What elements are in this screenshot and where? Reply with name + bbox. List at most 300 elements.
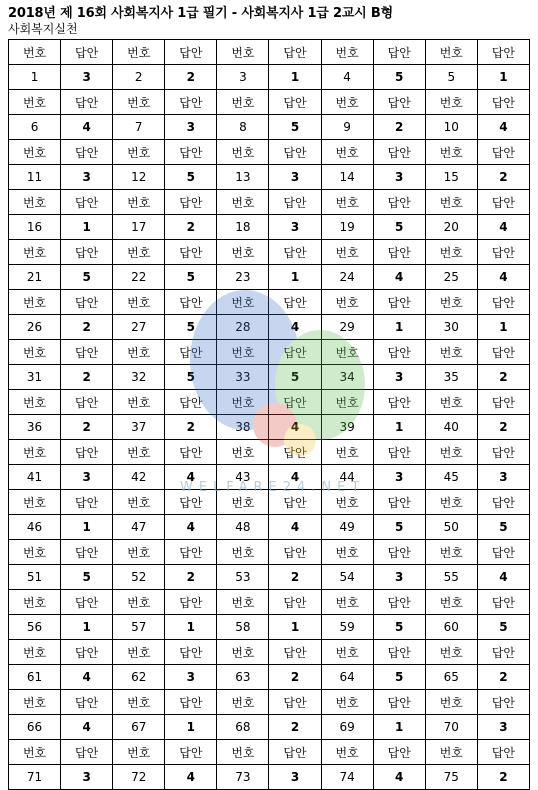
- number-header-cell: 번호: [425, 690, 477, 715]
- number-header-cell: 번호: [321, 590, 373, 615]
- header-row: [9, 40, 530, 65]
- answer-header-cell: 답안: [61, 40, 113, 65]
- number-header-cell: 번호: [9, 690, 61, 715]
- answer-header-cell: 답안: [165, 690, 217, 715]
- answer-header-cell: 답안: [269, 690, 321, 715]
- header-row: [9, 390, 530, 415]
- answer-header-cell: 답안: [373, 590, 425, 615]
- header-row: [9, 690, 530, 715]
- header-row: [9, 590, 530, 615]
- answer-value-cell: 2: [61, 365, 113, 390]
- number-header-cell: 번호: [217, 740, 269, 765]
- answer-header-cell: 답안: [373, 190, 425, 215]
- number-header-cell: 번호: [425, 290, 477, 315]
- question-number-cell: 43: [217, 465, 269, 490]
- answer-value-cell: 5: [61, 565, 113, 590]
- question-number-cell: 25: [425, 265, 477, 290]
- number-header-cell: 번호: [425, 40, 477, 65]
- answer-header-cell: 답안: [269, 90, 321, 115]
- number-header-cell: 번호: [9, 590, 61, 615]
- answer-header-cell: 답안: [61, 490, 113, 515]
- answer-header-cell: 답안: [165, 190, 217, 215]
- answer-value-cell: 1: [61, 215, 113, 240]
- number-header-cell: 번호: [425, 90, 477, 115]
- answer-row: [9, 515, 530, 540]
- question-number-cell: 29: [321, 315, 373, 340]
- answer-header-cell: 답안: [477, 740, 529, 765]
- answer-row: [9, 665, 530, 690]
- number-header-cell: 번호: [425, 190, 477, 215]
- answer-value-cell: 1: [61, 615, 113, 640]
- question-number-cell: 22: [113, 265, 165, 290]
- number-header-cell: 번호: [321, 740, 373, 765]
- answer-value-cell: 4: [269, 315, 321, 340]
- question-number-cell: 11: [9, 165, 61, 190]
- answer-header-cell: 답안: [165, 390, 217, 415]
- header-row: [9, 90, 530, 115]
- answer-value-cell: 5: [373, 65, 425, 90]
- answer-value-cell: 3: [477, 715, 529, 740]
- page-title: 2018년 제 16회 사회복지사 1급 필기 - 사회복지사 1급 2교시 B형: [8, 6, 393, 21]
- answer-header-cell: 답안: [477, 290, 529, 315]
- number-header-cell: 번호: [113, 90, 165, 115]
- number-header-cell: 번호: [9, 440, 61, 465]
- answer-value-cell: 1: [269, 265, 321, 290]
- question-number-cell: 67: [113, 715, 165, 740]
- answer-row: [9, 115, 530, 140]
- answer-value-cell: 4: [373, 265, 425, 290]
- question-number-cell: 24: [321, 265, 373, 290]
- answer-value-cell: 2: [477, 415, 529, 440]
- answer-row: [9, 365, 530, 390]
- answer-header-cell: 답안: [269, 590, 321, 615]
- answer-table: [8, 39, 530, 790]
- number-header-cell: 번호: [321, 440, 373, 465]
- number-header-cell: 번호: [321, 290, 373, 315]
- answer-header-cell: 답안: [61, 590, 113, 615]
- answer-header-cell: 답안: [477, 640, 529, 665]
- question-number-cell: 30: [425, 315, 477, 340]
- question-number-cell: 23: [217, 265, 269, 290]
- answer-value-cell: 4: [373, 765, 425, 790]
- answer-header-cell: 답안: [165, 490, 217, 515]
- answer-value-cell: 3: [61, 65, 113, 90]
- answer-value-cell: 1: [373, 315, 425, 340]
- answer-value-cell: 5: [269, 365, 321, 390]
- answer-header-cell: 답안: [165, 440, 217, 465]
- answer-row: [9, 715, 530, 740]
- answer-value-cell: 2: [165, 65, 217, 90]
- number-header-cell: 번호: [113, 240, 165, 265]
- answer-header-cell: 답안: [61, 340, 113, 365]
- number-header-cell: 번호: [321, 390, 373, 415]
- answer-value-cell: 1: [165, 715, 217, 740]
- question-number-cell: 41: [9, 465, 61, 490]
- number-header-cell: 번호: [9, 740, 61, 765]
- question-number-cell: 14: [321, 165, 373, 190]
- question-number-cell: 73: [217, 765, 269, 790]
- question-number-cell: 36: [9, 415, 61, 440]
- question-number-cell: 61: [9, 665, 61, 690]
- answer-header-cell: 답안: [165, 740, 217, 765]
- answer-value-cell: 2: [61, 415, 113, 440]
- question-number-cell: 8: [217, 115, 269, 140]
- answer-value-cell: 3: [61, 165, 113, 190]
- question-number-cell: 70: [425, 715, 477, 740]
- answer-header-cell: 답안: [165, 90, 217, 115]
- question-number-cell: 65: [425, 665, 477, 690]
- answer-header-cell: 답안: [373, 540, 425, 565]
- answer-header-cell: 답안: [165, 640, 217, 665]
- answer-header-cell: 답안: [165, 240, 217, 265]
- answer-value-cell: 1: [477, 65, 529, 90]
- watermark-text: WELFARE24.NET: [180, 480, 366, 495]
- question-number-cell: 16: [9, 215, 61, 240]
- answer-value-cell: 3: [477, 465, 529, 490]
- question-number-cell: 13: [217, 165, 269, 190]
- number-header-cell: 번호: [113, 740, 165, 765]
- answer-header-cell: 답안: [269, 740, 321, 765]
- number-header-cell: 번호: [113, 440, 165, 465]
- question-number-cell: 51: [9, 565, 61, 590]
- answer-header-cell: 답안: [165, 590, 217, 615]
- answer-header-cell: 답안: [477, 190, 529, 215]
- question-number-cell: 31: [9, 365, 61, 390]
- header-row: [9, 740, 530, 765]
- answer-header-cell: 답안: [165, 540, 217, 565]
- number-header-cell: 번호: [217, 40, 269, 65]
- number-header-cell: 번호: [217, 190, 269, 215]
- answer-value-cell: 5: [477, 515, 529, 540]
- answer-header-cell: 답안: [269, 490, 321, 515]
- answer-value-cell: 2: [269, 565, 321, 590]
- question-number-cell: 54: [321, 565, 373, 590]
- answer-header-cell: 답안: [269, 340, 321, 365]
- question-number-cell: 26: [9, 315, 61, 340]
- question-number-cell: 64: [321, 665, 373, 690]
- answer-header-cell: 답안: [477, 690, 529, 715]
- question-number-cell: 42: [113, 465, 165, 490]
- number-header-cell: 번호: [425, 740, 477, 765]
- number-header-cell: 번호: [425, 640, 477, 665]
- answer-row: [9, 265, 530, 290]
- answer-value-cell: 1: [477, 315, 529, 340]
- question-number-cell: 66: [9, 715, 61, 740]
- number-header-cell: 번호: [113, 690, 165, 715]
- answer-value-cell: 3: [61, 765, 113, 790]
- question-number-cell: 35: [425, 365, 477, 390]
- question-number-cell: 71: [9, 765, 61, 790]
- number-header-cell: 번호: [9, 90, 61, 115]
- answer-header-cell: 답안: [373, 40, 425, 65]
- question-number-cell: 74: [321, 765, 373, 790]
- answer-header-cell: 답안: [269, 540, 321, 565]
- question-number-cell: 1: [9, 65, 61, 90]
- question-number-cell: 53: [217, 565, 269, 590]
- answer-value-cell: 1: [373, 715, 425, 740]
- answer-table-body: [9, 40, 530, 790]
- answer-value-cell: 2: [477, 365, 529, 390]
- answer-value-cell: 4: [165, 465, 217, 490]
- answer-value-cell: 1: [61, 515, 113, 540]
- answer-value-cell: 4: [61, 115, 113, 140]
- number-header-cell: 번호: [9, 540, 61, 565]
- answer-header-cell: 답안: [373, 340, 425, 365]
- answer-header-cell: 답안: [269, 40, 321, 65]
- answer-row: [9, 65, 530, 90]
- number-header-cell: 번호: [9, 390, 61, 415]
- number-header-cell: 번호: [113, 140, 165, 165]
- question-number-cell: 44: [321, 465, 373, 490]
- answer-header-cell: 답안: [373, 140, 425, 165]
- answer-value-cell: 1: [269, 615, 321, 640]
- answer-header-cell: 답안: [269, 190, 321, 215]
- question-number-cell: 62: [113, 665, 165, 690]
- number-header-cell: 번호: [9, 490, 61, 515]
- answer-value-cell: 1: [373, 415, 425, 440]
- number-header-cell: 번호: [113, 590, 165, 615]
- answer-value-cell: 4: [477, 115, 529, 140]
- answer-header-cell: 답안: [61, 90, 113, 115]
- answer-value-cell: 3: [373, 365, 425, 390]
- question-number-cell: 21: [9, 265, 61, 290]
- answer-value-cell: 3: [373, 165, 425, 190]
- question-number-cell: 2: [113, 65, 165, 90]
- question-number-cell: 50: [425, 515, 477, 540]
- question-number-cell: 17: [113, 215, 165, 240]
- number-header-cell: 번호: [425, 590, 477, 615]
- answer-value-cell: 5: [165, 265, 217, 290]
- question-number-cell: 69: [321, 715, 373, 740]
- number-header-cell: 번호: [113, 40, 165, 65]
- question-number-cell: 9: [321, 115, 373, 140]
- question-number-cell: 10: [425, 115, 477, 140]
- question-number-cell: 68: [217, 715, 269, 740]
- number-header-cell: 번호: [9, 340, 61, 365]
- question-number-cell: 56: [9, 615, 61, 640]
- question-number-cell: 34: [321, 365, 373, 390]
- question-number-cell: 59: [321, 615, 373, 640]
- question-number-cell: 45: [425, 465, 477, 490]
- header-row: [9, 540, 530, 565]
- answer-header-cell: 답안: [61, 640, 113, 665]
- question-number-cell: 15: [425, 165, 477, 190]
- answer-value-cell: 2: [165, 415, 217, 440]
- number-header-cell: 번호: [113, 340, 165, 365]
- number-header-cell: 번호: [321, 690, 373, 715]
- number-header-cell: 번호: [425, 340, 477, 365]
- number-header-cell: 번호: [425, 240, 477, 265]
- answer-value-cell: 2: [269, 665, 321, 690]
- answer-row: [9, 415, 530, 440]
- question-number-cell: 19: [321, 215, 373, 240]
- answer-row: [9, 315, 530, 340]
- number-header-cell: 번호: [425, 440, 477, 465]
- header-row: [9, 290, 530, 315]
- answer-value-cell: 4: [269, 465, 321, 490]
- header-row: [9, 140, 530, 165]
- number-header-cell: 번호: [321, 190, 373, 215]
- answer-value-cell: 3: [269, 215, 321, 240]
- number-header-cell: 번호: [113, 640, 165, 665]
- question-number-cell: 3: [217, 65, 269, 90]
- answer-value-cell: 1: [165, 615, 217, 640]
- number-header-cell: 번호: [217, 490, 269, 515]
- answer-header-cell: 답안: [373, 90, 425, 115]
- answer-value-cell: 2: [165, 215, 217, 240]
- question-number-cell: 52: [113, 565, 165, 590]
- number-header-cell: 번호: [217, 340, 269, 365]
- answer-value-cell: 5: [61, 265, 113, 290]
- question-number-cell: 27: [113, 315, 165, 340]
- answer-value-cell: 5: [373, 665, 425, 690]
- answer-header-cell: 답안: [61, 740, 113, 765]
- answer-header-cell: 답안: [477, 390, 529, 415]
- answer-header-cell: 답안: [61, 390, 113, 415]
- question-number-cell: 49: [321, 515, 373, 540]
- answer-value-cell: 2: [477, 765, 529, 790]
- question-number-cell: 12: [113, 165, 165, 190]
- question-number-cell: 5: [425, 65, 477, 90]
- number-header-cell: 번호: [321, 640, 373, 665]
- question-number-cell: 48: [217, 515, 269, 540]
- question-number-cell: 39: [321, 415, 373, 440]
- number-header-cell: 번호: [321, 40, 373, 65]
- question-number-cell: 40: [425, 415, 477, 440]
- number-header-cell: 번호: [425, 140, 477, 165]
- answer-value-cell: 3: [61, 465, 113, 490]
- answer-header-cell: 답안: [373, 640, 425, 665]
- question-number-cell: 63: [217, 665, 269, 690]
- answer-value-cell: 3: [269, 765, 321, 790]
- answer-header-cell: 답안: [373, 490, 425, 515]
- answer-row: [9, 215, 530, 240]
- number-header-cell: 번호: [321, 240, 373, 265]
- answer-value-cell: 5: [269, 115, 321, 140]
- number-header-cell: 번호: [425, 490, 477, 515]
- answer-header-cell: 답안: [269, 440, 321, 465]
- number-header-cell: 번호: [321, 140, 373, 165]
- answer-value-cell: 5: [165, 315, 217, 340]
- answer-value-cell: 4: [477, 265, 529, 290]
- question-number-cell: 58: [217, 615, 269, 640]
- answer-header-cell: 답안: [269, 240, 321, 265]
- answer-header-cell: 답안: [61, 440, 113, 465]
- answer-header-cell: 답안: [477, 440, 529, 465]
- answer-value-cell: 5: [373, 215, 425, 240]
- number-header-cell: 번호: [113, 490, 165, 515]
- answer-value-cell: 2: [165, 565, 217, 590]
- answer-header-cell: 답안: [373, 390, 425, 415]
- number-header-cell: 번호: [217, 640, 269, 665]
- question-number-cell: 18: [217, 215, 269, 240]
- answer-row: [9, 615, 530, 640]
- header-row: [9, 640, 530, 665]
- question-number-cell: 46: [9, 515, 61, 540]
- number-header-cell: 번호: [217, 540, 269, 565]
- number-header-cell: 번호: [9, 190, 61, 215]
- question-number-cell: 72: [113, 765, 165, 790]
- answer-header-cell: 답안: [477, 490, 529, 515]
- answer-header-cell: 답안: [477, 590, 529, 615]
- number-header-cell: 번호: [9, 240, 61, 265]
- answer-row: [9, 765, 530, 790]
- number-header-cell: 번호: [113, 290, 165, 315]
- number-header-cell: 번호: [217, 240, 269, 265]
- number-header-cell: 번호: [113, 390, 165, 415]
- answer-header-cell: 답안: [477, 540, 529, 565]
- answer-header-cell: 답안: [373, 240, 425, 265]
- question-number-cell: 57: [113, 615, 165, 640]
- answer-value-cell: 5: [165, 165, 217, 190]
- answer-value-cell: 2: [477, 165, 529, 190]
- answer-header-cell: 답안: [269, 290, 321, 315]
- answer-value-cell: 5: [373, 515, 425, 540]
- answer-row: [9, 565, 530, 590]
- answer-header-cell: 답안: [477, 240, 529, 265]
- answer-value-cell: 5: [477, 615, 529, 640]
- question-number-cell: 37: [113, 415, 165, 440]
- answer-value-cell: 5: [165, 365, 217, 390]
- number-header-cell: 번호: [9, 40, 61, 65]
- number-header-cell: 번호: [321, 540, 373, 565]
- answer-value-cell: 5: [373, 615, 425, 640]
- question-number-cell: 75: [425, 765, 477, 790]
- question-number-cell: 32: [113, 365, 165, 390]
- number-header-cell: 번호: [113, 190, 165, 215]
- number-header-cell: 번호: [217, 390, 269, 415]
- answer-header-cell: 답안: [61, 140, 113, 165]
- question-number-cell: 28: [217, 315, 269, 340]
- number-header-cell: 번호: [217, 690, 269, 715]
- number-header-cell: 번호: [9, 640, 61, 665]
- answer-value-cell: 4: [165, 765, 217, 790]
- answer-value-cell: 1: [269, 65, 321, 90]
- answer-value-cell: 4: [269, 415, 321, 440]
- answer-header-cell: 답안: [477, 90, 529, 115]
- answer-header-cell: 답안: [165, 290, 217, 315]
- answer-value-cell: 4: [61, 715, 113, 740]
- answer-value-cell: 2: [373, 115, 425, 140]
- answer-header-cell: 답안: [165, 340, 217, 365]
- answer-header-cell: 답안: [477, 140, 529, 165]
- number-header-cell: 번호: [321, 490, 373, 515]
- answer-header-cell: 답안: [269, 140, 321, 165]
- answer-header-cell: 답안: [477, 40, 529, 65]
- answer-header-cell: 답안: [61, 540, 113, 565]
- answer-header-cell: 답안: [269, 390, 321, 415]
- number-header-cell: 번호: [425, 540, 477, 565]
- question-number-cell: 60: [425, 615, 477, 640]
- subject-subtitle: 사회복지실천: [8, 22, 78, 36]
- answer-value-cell: 2: [61, 315, 113, 340]
- number-header-cell: 번호: [9, 290, 61, 315]
- answer-header-cell: 답안: [373, 440, 425, 465]
- answer-value-cell: 2: [477, 665, 529, 690]
- header-row: [9, 240, 530, 265]
- number-header-cell: 번호: [217, 590, 269, 615]
- question-number-cell: 4: [321, 65, 373, 90]
- answer-value-cell: 4: [61, 665, 113, 690]
- question-number-cell: 6: [9, 115, 61, 140]
- number-header-cell: 번호: [217, 290, 269, 315]
- answer-header-cell: 답안: [373, 290, 425, 315]
- answer-header-cell: 답안: [477, 340, 529, 365]
- answer-value-cell: 4: [165, 515, 217, 540]
- answer-header-cell: 답안: [61, 690, 113, 715]
- answer-header-cell: 답안: [373, 690, 425, 715]
- number-header-cell: 번호: [113, 540, 165, 565]
